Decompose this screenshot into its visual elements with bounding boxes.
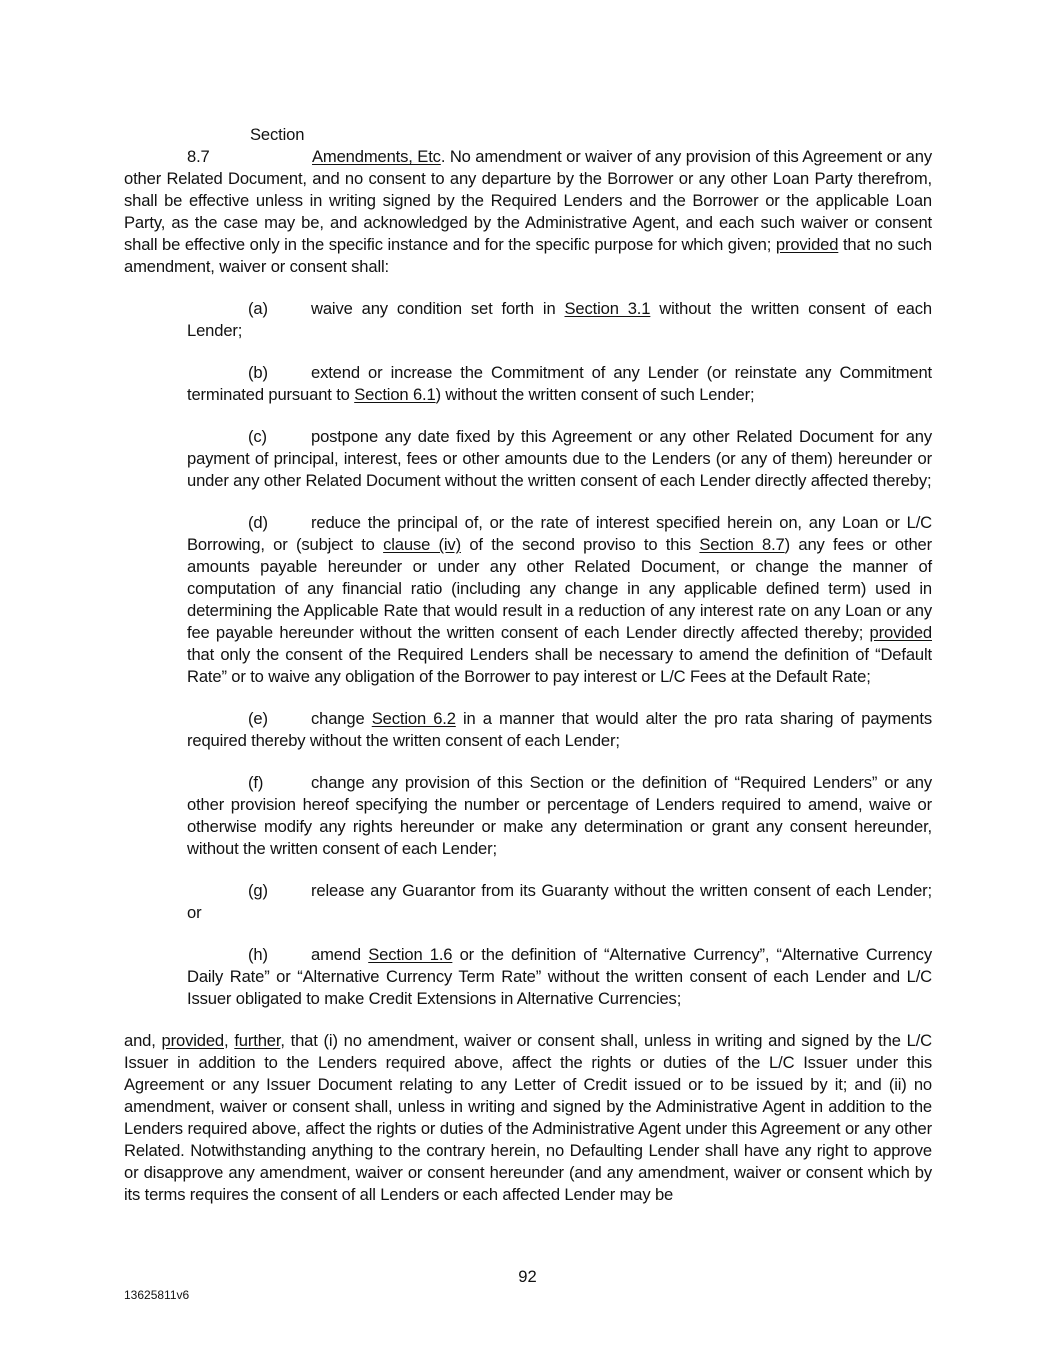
clause-label: (c)	[248, 427, 267, 446]
section-reference: Section 8.7	[699, 535, 785, 554]
clause-label: (d)	[248, 513, 268, 532]
closing-paragraph: and, provided, further, that (i) no amendment, waiver or consent shall, unless in writing and signed by the L/C Issuer in addition to the Lenders required above, affect the rights or duties of the L/C Issuer under this Agreement or any Issuer Document relating to any Letter of Credit issued or to be issued by it; and (ii) no amendment, waiver or consent shall, unless in writing and signed by the Administrative Agent in addition to the Lenders required above, affect the rights or duties of the Administrative Agent under this Agreement or any other Related. Notwithstanding anything to the contrary herein, no Defaulting Lender shall have any right to approve or disapprove any amendment, waiver or consent hereunder (and any amendment, waiver or consent which by its terms requires the consent of all Lenders or each affected Lender may be	[124, 1031, 932, 1204]
clause-label: (g)	[248, 881, 268, 900]
section-reference: Section 6.1	[354, 385, 436, 404]
clause-label: (e)	[248, 709, 268, 728]
clause-label: (h)	[248, 945, 268, 964]
clause-g: (g) release any Guarantor from its Guaranty without the written consent of each Lender; or	[187, 881, 932, 922]
provided-term: provided	[161, 1031, 224, 1050]
section-reference: Section 6.2	[371, 709, 456, 728]
clause-b: (b) extend or increase the Commitment of any Lender (or reinstate any Commitment terminated pursuant to Section 6.1) without the written consent of such Lender;	[187, 363, 932, 404]
document-id: 13625811v6	[124, 1288, 190, 1302]
clause-h: (h) amend Section 1.6 or the definition of “Alternative Currency”, “Alternative Currency Daily Rate” or “Alternative Currency Term Rate” without the written consent of each Lender and L/C Issuer obligated to make Credit Extensions in Alternative Currencies;	[187, 945, 932, 1008]
section-title: Amendments, Etc	[312, 147, 441, 166]
section-intro: Section 8.7 Amendments, Etc. No amendment or waiver of any provision of this Agreement or any other Related Document, and no consent to any departure by the Borrower or any other Loan Party therefrom, shall be effective unless in writing signed by the Required Lenders and the Borrower or the applicable Loan Party, as the case may be, and acknowledged by the Administrative Agent, and each such waiver or consent shall be effective only in the specific instance and for the specific purpose for which given; provided that no such amendment, waiver or consent shall:	[124, 125, 932, 276]
section-number: Section 8.7	[187, 125, 305, 166]
clause-d: (d) reduce the principal of, or the rate of interest specified herein on, any Loan or L/C Borrowing, or (subject to clause (iv) of the second proviso to this Section 8.7) any fees or other amounts payable hereunder or under any other Related Document, or change the manner of computation of any financial ratio (including any change in any applicable defined term) used in determining the Applicable Rate that would result in a reduction of any interest rate on any Loan or any fee payable hereunder without the written consent of each Lender directly affected thereby; provided that only the consent of the Required Lenders shall be necessary to amend the definition of “Default Rate” or to waive any obligation of the Borrower to pay interest or L/C Fees at the Default Rate;	[187, 513, 932, 686]
clause-reference: clause (iv)	[383, 535, 461, 554]
document-body	[124, 124, 932, 1206]
provided-term: provided	[869, 623, 932, 642]
provided-term: provided	[775, 235, 839, 254]
section-reference: Section 3.1	[564, 299, 651, 318]
further-term: further	[234, 1031, 281, 1050]
clause-a: (a) waive any condition set forth in Section 3.1 without the written consent of each Lender;	[187, 299, 932, 340]
clause-e: (e) change Section 6.2 in a manner that would alter the pro rata sharing of payments required thereby without the written consent of each Lender;	[187, 709, 932, 750]
clause-c: (c) postpone any date fixed by this Agreement or any other Related Document for any payment of principal, interest, fees or other amounts due to the Lenders (or any of them) hereunder or under any other Related Document without the written consent of each Lender directly affected thereby;	[187, 427, 932, 490]
clause-label: (b)	[248, 363, 268, 382]
clause-f: (f) change any provision of this Section or the definition of “Required Lenders” or any other provision hereof specifying the number or percentage of Lenders required to amend, waive or otherwise modify any rights hereunder or make any determination or grant any consent hereunder, without the written consent of each Lender;	[187, 773, 932, 858]
clause-label: (f)	[248, 773, 264, 792]
page-number: 92	[518, 1267, 537, 1286]
section-reference: Section 1.6	[368, 945, 453, 964]
clause-label: (a)	[248, 299, 268, 318]
